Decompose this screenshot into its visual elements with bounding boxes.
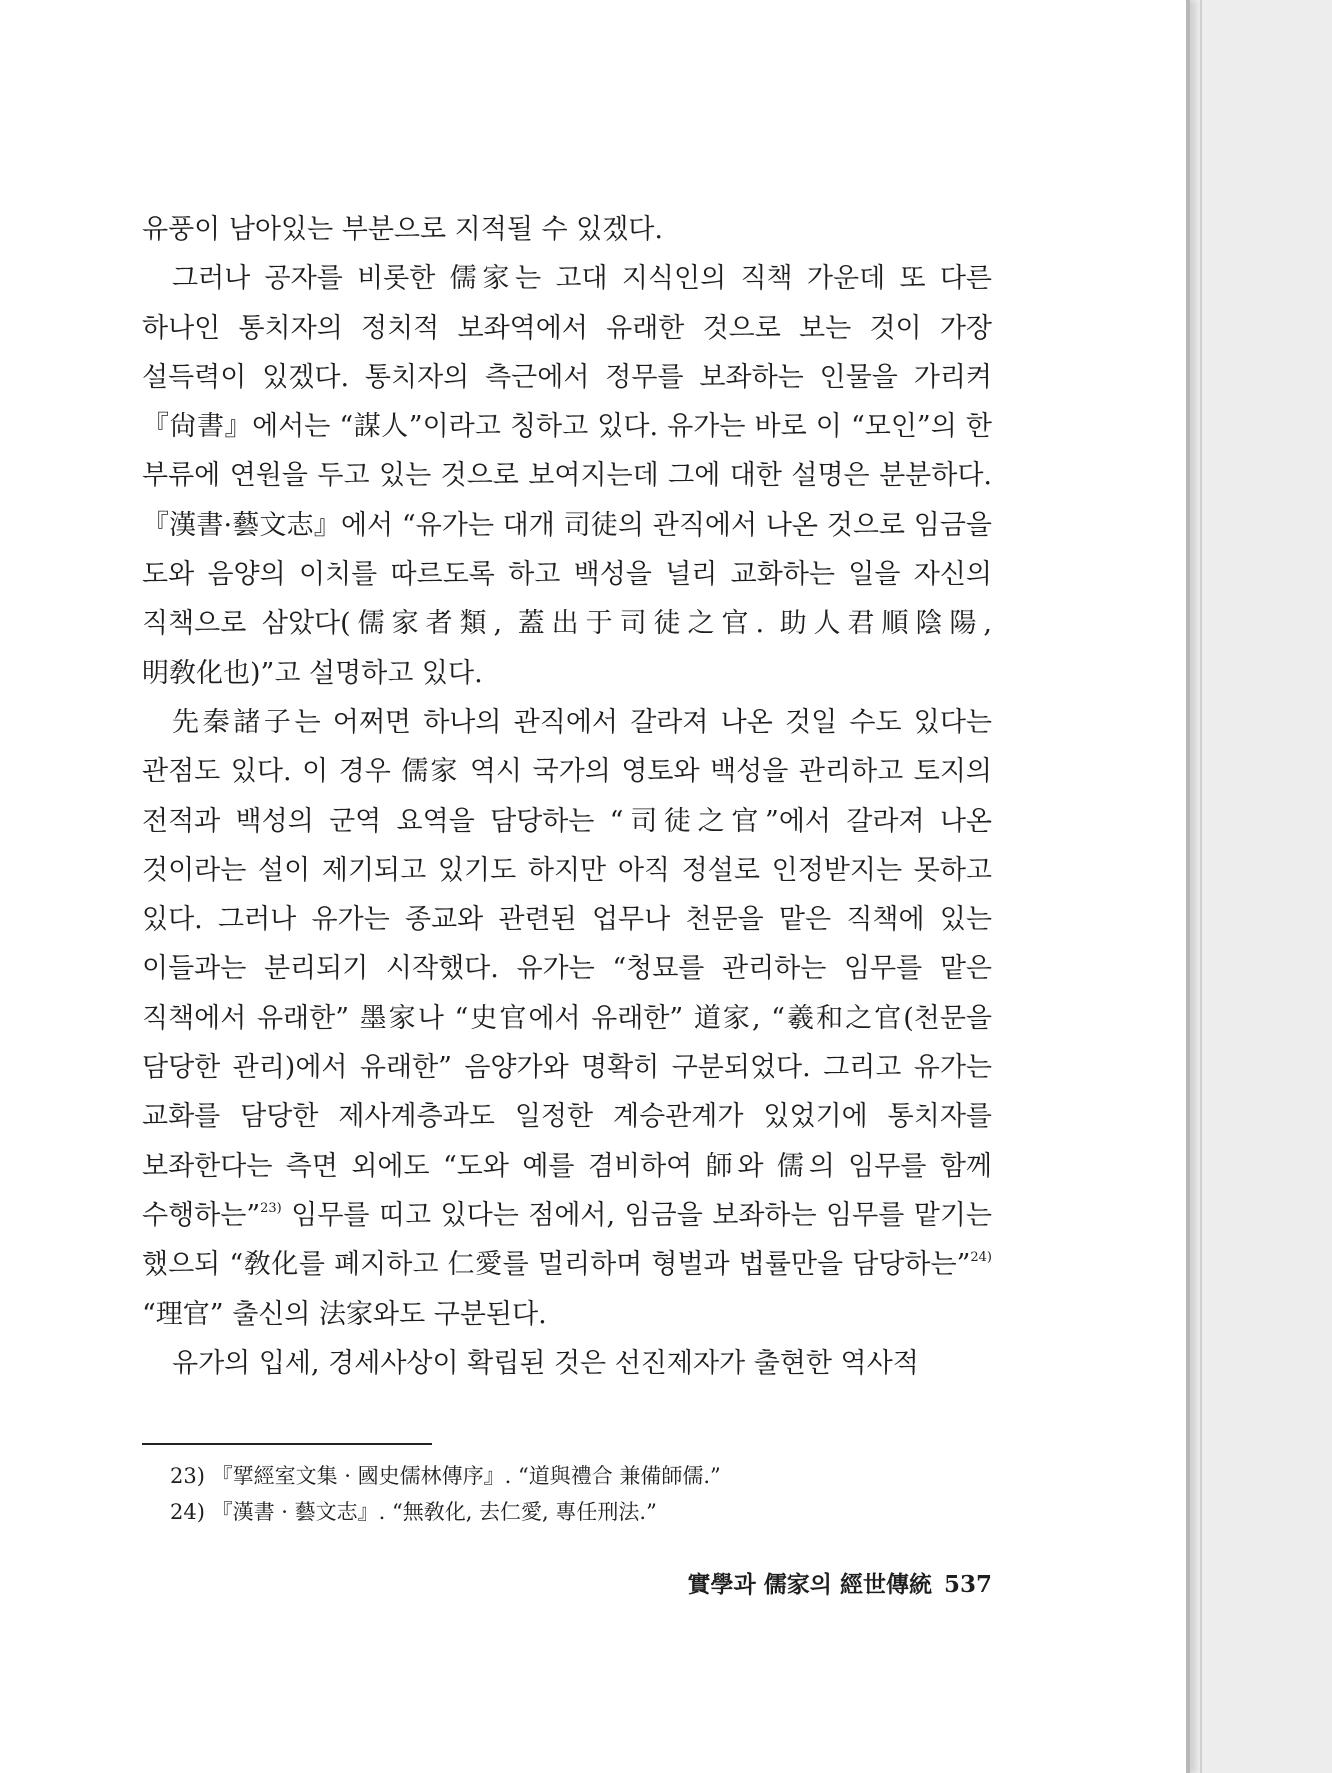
footnotes [170,1458,990,1530]
body-text [142,205,992,1388]
page-number: 537 [943,1571,992,1598]
footnote-ref-23[interactable]: 23) [260,1200,282,1216]
paragraph: 유풍이 남아있는 부분으로 지적될 수 있겠다. [142,214,663,245]
paragraph-text: 임무를 띠고 있다는 점에서, 임금을 보좌하는 임무를 맡기는 했으되 “敎化를 폐지하고 仁愛를 멀리하며 형벌과 법률만을 담당하는” [142,1199,992,1281]
paragraph: 그러나 공자를 비롯한 儒家는 고대 지식인의 직책 가운데 또 다른 하나인 통치자의 정치적 보좌역에서 유래한 것으로 보는 것이 가장 설득력이 있겠다. 통치자의 측근에서 정무를 보좌하는 인물을 가리켜 『尙書』에서는 “謀人”이라고 칭하고 있다. 유가는 바로 이 “모인”의 한 부류에 연원을 두고 있는 것으로 보여지는데 그에 대한 설명은 분분하다. 『漢書·藝文志』에서 “유가는 대개 司徒의 관직에서 나온 것으로 임금을 도와 음양의 이치를 따르도록 하고 백성을 널리 교화하는 일을 자신의 직책으로 삼았다(儒家者類, 蓋出于司徒之官. 助人君順陰陽, 明敎化也)”고 설명하고 있다. [142,263,992,689]
footnote-divider [142,1443,432,1445]
paragraph [142,698,992,1339]
page-edge [1200,0,1202,1773]
footnote-23: 23) 『揅經室文集 · 國史儒林傳序』. “道與禮合 兼備師儒.” [170,1464,721,1488]
running-footer [560,1566,992,1599]
paragraph: 유가의 입세, 경세사상이 확립된 것은 선진제자가 출현한 역사적 [172,1347,919,1379]
footnote-ref-24[interactable]: 24) [970,1250,992,1266]
paragraph-text: 先秦諸子는 어쩌면 하나의 관직에서 갈라져 나온 것일 수도 있다는 관점도 있다. 이 경우 儒家 역시 국가의 영토와 백성을 관리하고 토지의 전적과 백성의 군역 요역을 담당하는 “司徒之官”에서 갈라져 나온 것이라는 설이 제기되고 있기도 하지만 아직 정설로 인정받지는 못하고 있다. 그러나 유가는 종교와 관련된 업무나 천문을 맡은 직책에 있는 이들과는 분리되기 시작했다. 유가는 “청묘를 관리하는 임무를 맡은 직책에서 유래한” 墨家나 “史官에서 유래한” 道家, “羲和之官(천문을 담당한 관리)에서 유래한” 음양가와 명확히 구분되었다. 그리고 유가는 교화를 담당한 제사계층과도 일정한 계승관계가 있었기에 통치자를 보좌한다는 측면 외에도 “도와 예를 겸비하여 師와 儒의 임무를 함께 수행하는” [142,706,992,1231]
running-title: 實學과 儒家의 經世傳統 [687,1571,932,1598]
footnote-24: 24) 『漢書 · 藝文志』. “無敎化, 去仁愛, 專任刑法.” [170,1500,657,1524]
paragraph-text: “理官” 출신의 法家와도 구분된다. [142,1298,547,1330]
